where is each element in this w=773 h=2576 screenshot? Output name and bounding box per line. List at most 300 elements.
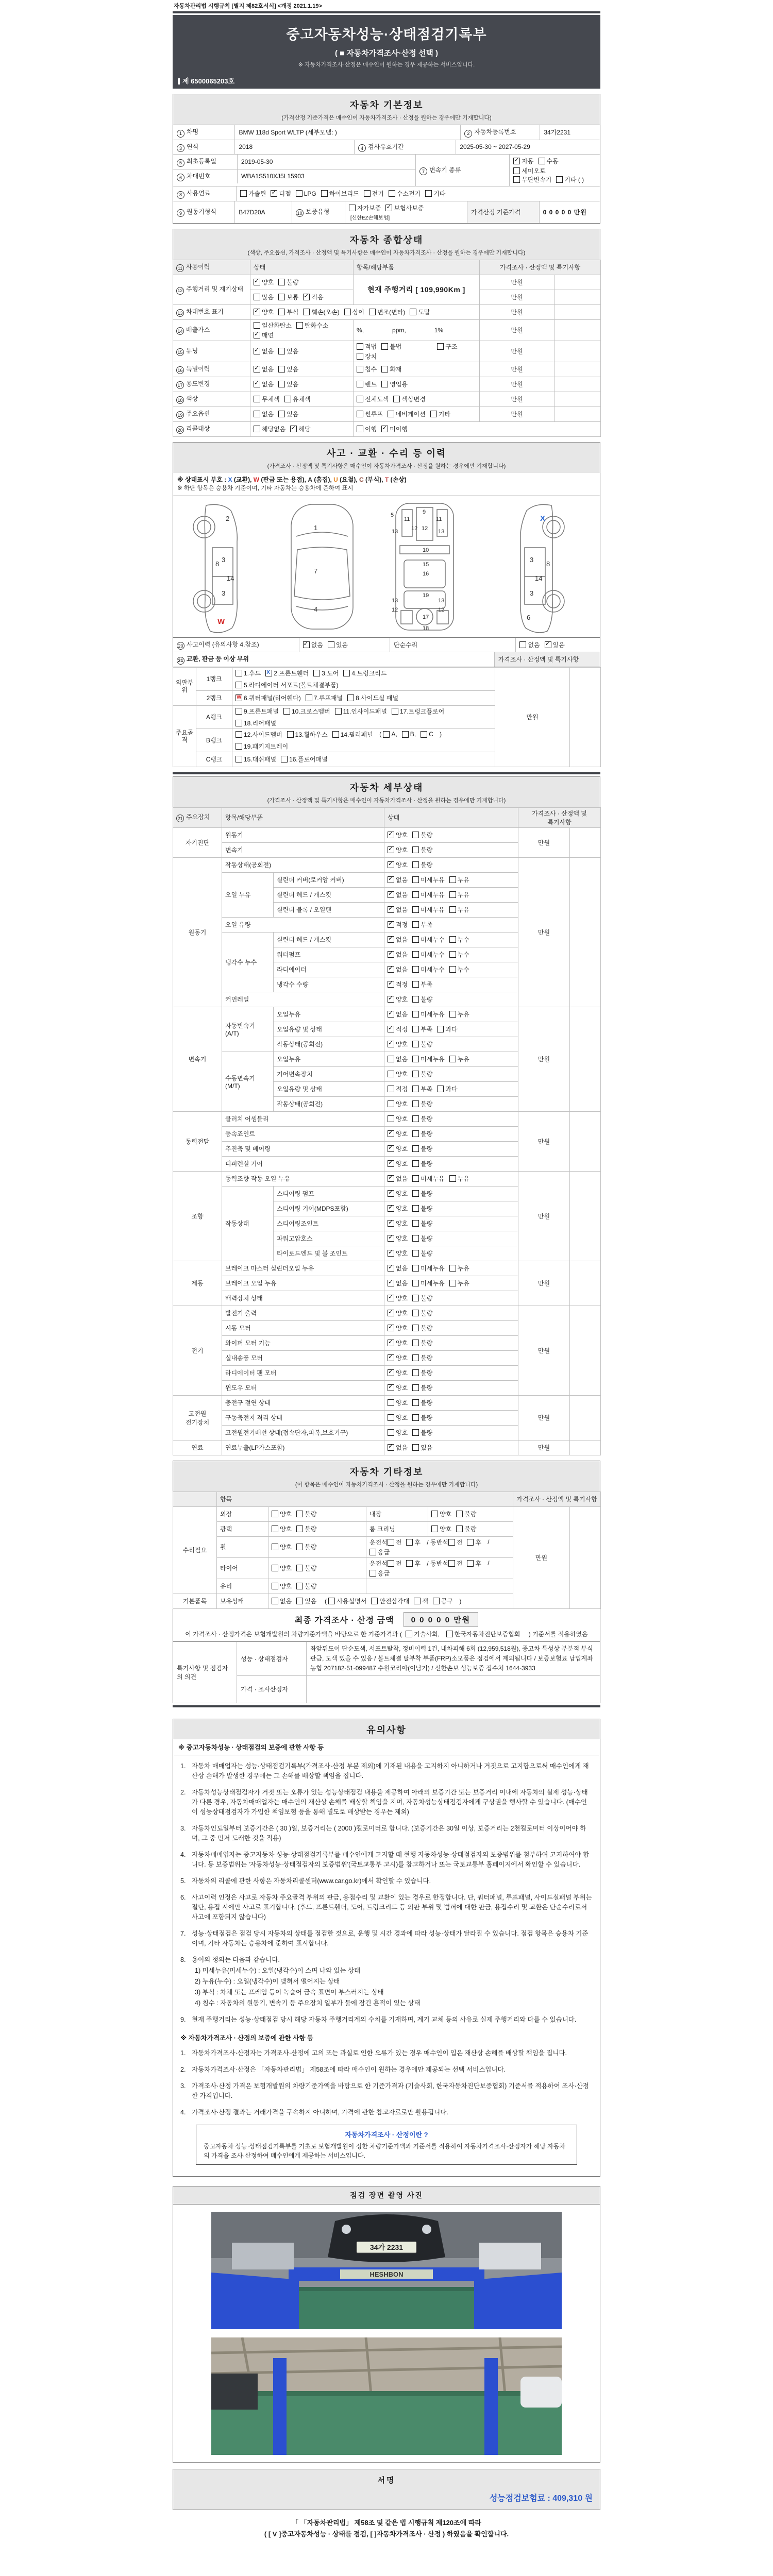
- checkbox-양호[interactable]: [388, 861, 394, 868]
- checkbox-없음[interactable]: [388, 906, 394, 913]
- checkbox-훼손(오손)[interactable]: [303, 309, 310, 315]
- option-label: 없음: [396, 1280, 408, 1287]
- checkbox-색상변경[interactable]: [393, 396, 400, 402]
- text-cell: [366, 1506, 428, 1521]
- text-cell: [570, 1306, 601, 1395]
- checkbox-양호[interactable]: [388, 1399, 394, 1406]
- checkbox-하이브리드[interactable]: [321, 190, 328, 197]
- option-양호: [388, 1219, 408, 1228]
- checkbox-cell: [250, 392, 354, 406]
- checkbox-불량[interactable]: [412, 1295, 419, 1301]
- text-cell: [222, 827, 384, 842]
- checkbox-도말[interactable]: [410, 309, 416, 315]
- option-label: 전체도색: [365, 396, 389, 403]
- checkbox-미세누수[interactable]: [412, 966, 419, 973]
- option-label: 응급: [378, 1569, 390, 1577]
- checkbox-양호[interactable]: [254, 309, 260, 315]
- checkbox-적정[interactable]: [388, 1026, 394, 1032]
- option-label: 양호: [280, 1583, 292, 1590]
- checkbox-C[interactable]: [421, 731, 427, 738]
- checkbox-세미오토[interactable]: [513, 167, 520, 174]
- text-cell: [196, 752, 232, 767]
- checkbox-양호[interactable]: [388, 1250, 394, 1257]
- value-warranty-type: [345, 201, 467, 223]
- checkbox-미세누유[interactable]: [412, 1280, 419, 1286]
- checkbox-없음[interactable]: [388, 951, 394, 958]
- option-기타: [430, 410, 450, 418]
- checkbox-장치[interactable]: [357, 353, 363, 360]
- option-label: 6.쿼터패널(리어휀다): [244, 694, 301, 702]
- checkbox-양호[interactable]: [388, 1100, 394, 1107]
- checkbox-양호[interactable]: [272, 1511, 278, 1517]
- checkbox-불량[interactable]: [296, 1565, 303, 1571]
- checkbox-양호[interactable]: [388, 1205, 394, 1212]
- checkbox-없음[interactable]: [519, 641, 526, 648]
- checkbox-미세누유[interactable]: [412, 1011, 419, 1018]
- cell-text: 만원: [511, 411, 523, 418]
- checkbox-없음[interactable]: [388, 876, 394, 883]
- checkbox-영업용[interactable]: [381, 381, 388, 387]
- checkbox-누유[interactable]: [449, 891, 456, 898]
- checkbox-양호[interactable]: [388, 1041, 394, 1047]
- notice-number: 7.: [180, 1929, 186, 1937]
- checkbox-양호[interactable]: [388, 832, 394, 838]
- checkbox-누유[interactable]: [449, 1175, 456, 1182]
- checkbox-많음[interactable]: [254, 294, 260, 300]
- checkbox-4.트렁크리드[interactable]: [343, 670, 350, 676]
- cell-text: 만원: [537, 839, 550, 846]
- checkbox-cell: [384, 1007, 518, 1022]
- checkbox-누유[interactable]: [449, 1056, 456, 1062]
- text-cell: [274, 1081, 384, 1096]
- checkbox-누수[interactable]: [449, 936, 456, 943]
- checkbox-미세누수[interactable]: [412, 951, 419, 958]
- option-label: 불량: [421, 996, 433, 1003]
- option-디젤: [271, 189, 291, 198]
- checkbox-양호[interactable]: [388, 1220, 394, 1227]
- text-cell: [222, 872, 274, 917]
- seq-text: ): [438, 731, 442, 738]
- checkbox-없음[interactable]: [272, 1598, 278, 1604]
- checkbox-있음[interactable]: [328, 641, 334, 648]
- checkbox-미세누유[interactable]: [412, 876, 419, 883]
- checkbox-없음[interactable]: [388, 891, 394, 898]
- option-누수: [449, 950, 469, 959]
- checkbox-미세누유[interactable]: [412, 906, 419, 913]
- checkbox-불량[interactable]: [412, 1340, 419, 1346]
- cell-text: 만원: [511, 294, 523, 301]
- option-label: 일산화탄소: [262, 321, 292, 329]
- checkbox-2.프론트휀더[interactable]: [265, 670, 272, 676]
- checkbox-적음[interactable]: [303, 294, 310, 300]
- checkbox-보험사보증[interactable]: [385, 205, 392, 211]
- circled-number: 19: [176, 411, 184, 419]
- checkbox-있음[interactable]: [296, 1598, 303, 1604]
- checkbox-있음[interactable]: [278, 411, 285, 417]
- checkbox-누유[interactable]: [449, 1265, 456, 1272]
- checkbox-14.필러패널[interactable]: [332, 731, 339, 738]
- checkbox-미세누유[interactable]: [412, 891, 419, 898]
- checkbox-불량[interactable]: [412, 1205, 419, 1212]
- option-적정: [388, 920, 408, 929]
- circled-number: 12: [176, 287, 184, 295]
- checkbox-사용설명서[interactable]: [328, 1598, 335, 1604]
- checkbox-있음[interactable]: [545, 641, 551, 648]
- checkbox-11.인사이드패널[interactable]: [335, 708, 342, 715]
- option-3.도어: [313, 669, 339, 677]
- checkbox-보통[interactable]: [278, 294, 285, 300]
- section-summary-state: [173, 229, 600, 437]
- checkbox-양호[interactable]: [388, 1340, 394, 1346]
- checkbox-없음[interactable]: [388, 966, 394, 973]
- option-label: 없음: [262, 411, 274, 418]
- checkbox-해당[interactable]: [290, 426, 297, 432]
- checkbox-없음[interactable]: [388, 936, 394, 943]
- checkbox-없음[interactable]: [254, 366, 260, 372]
- checkbox-후[interactable]: [406, 1560, 413, 1567]
- checkbox-부족[interactable]: [412, 921, 419, 928]
- checkbox-양호[interactable]: [388, 996, 394, 1003]
- checkbox-불량[interactable]: [412, 1130, 419, 1137]
- checkbox-구조[interactable]: [437, 343, 444, 350]
- checkbox-부족[interactable]: [412, 981, 419, 988]
- checkbox-적정[interactable]: [388, 981, 394, 988]
- checkbox-불량[interactable]: [412, 1325, 419, 1331]
- cell-text: 실린더 헤드 / 개스킷: [277, 936, 332, 943]
- checkbox-13.휠하우스[interactable]: [287, 731, 294, 738]
- checkbox-기타[interactable]: [425, 190, 432, 197]
- checkbox-화재[interactable]: [381, 366, 388, 372]
- checkbox-양호[interactable]: [254, 279, 260, 285]
- checkbox-잭[interactable]: [414, 1598, 421, 1604]
- checkbox-기타 ( )[interactable]: [556, 176, 563, 183]
- checkbox-cell: [384, 887, 518, 902]
- checkbox-없음[interactable]: [388, 1444, 394, 1451]
- checkbox-탄화수소[interactable]: [296, 322, 303, 329]
- checkbox-가솔린[interactable]: [240, 190, 247, 197]
- checkbox-cell: [250, 362, 354, 377]
- checkbox-불량[interactable]: [412, 861, 419, 868]
- checkbox-불량[interactable]: [412, 1115, 419, 1122]
- checkbox-양호[interactable]: [431, 1511, 438, 1517]
- seq-text: T: [384, 476, 389, 483]
- option-label: 불량: [421, 1295, 433, 1302]
- label-vin: 6 차대번호: [173, 170, 238, 184]
- checkbox-양호[interactable]: [272, 1544, 278, 1550]
- checkbox-후[interactable]: [467, 1560, 474, 1567]
- checkbox-불량[interactable]: [278, 279, 285, 285]
- checkbox-5.라디에이터 서포트(볼트체결부품)[interactable]: [236, 682, 242, 688]
- checkbox-불량[interactable]: [412, 1250, 419, 1257]
- checkbox-없음[interactable]: [254, 411, 260, 417]
- checkbox-불량[interactable]: [412, 1041, 419, 1047]
- option-label: 양호: [262, 309, 274, 316]
- notice-text: 자동차성능상태점검자가 거짓 또는 오류가 있는 성능상태점검 내용을 제공하여 아래의 보증기간 또는 보증거리 이내에 자동차의 실제 성능·상태가 다른 경우, 자동차매매업자는 매수인의 재산상 손해를 배상할 책임을 지며, 자동차성능상태점검자에게 구상권을 행사할 수 있습니다. (매수인이 성능상태점검자가 가입한 책임보험 등을 통해 별도로 배상받는 경우는 제외): [192, 1788, 588, 1816]
- checkbox-있음[interactable]: [278, 366, 285, 372]
- checkbox-적정[interactable]: [388, 1086, 394, 1092]
- checkbox-누유[interactable]: [449, 906, 456, 913]
- option-18.리어패널: [236, 719, 276, 727]
- checkbox-양호[interactable]: [388, 1354, 394, 1361]
- checkbox-불량[interactable]: [412, 846, 419, 853]
- checkbox-응급[interactable]: [369, 1549, 376, 1555]
- checkbox-불량[interactable]: [296, 1511, 303, 1517]
- checkbox-8.사이드실 패널[interactable]: [347, 694, 354, 701]
- option-label: 없음: [262, 381, 274, 388]
- checkbox-전[interactable]: [388, 1539, 394, 1546]
- checkbox-해당없음[interactable]: [254, 426, 260, 432]
- text-cell: [518, 1395, 570, 1440]
- notice-text: 자동차가격조사·산정자는 가격조사·산정에 고의 또는 과실로 인한 오류가 있는 경우 매수인이 입은 재산상 손해를 배상할 책임을 집니다.: [192, 2049, 567, 2057]
- checkbox-17.트렁크플로어[interactable]: [392, 708, 398, 715]
- checkbox-기타[interactable]: [430, 411, 437, 417]
- checkbox-12.사이드멤버[interactable]: [236, 731, 242, 738]
- checkbox-양호[interactable]: [272, 1526, 278, 1532]
- checkbox-적법[interactable]: [357, 343, 363, 350]
- checkbox-없음[interactable]: [254, 348, 260, 354]
- checkbox-미세누유[interactable]: [412, 1265, 419, 1272]
- checkbox-자동[interactable]: [513, 158, 520, 164]
- text-cell: [480, 304, 554, 319]
- checkbox-16.플로어패널[interactable]: [281, 756, 288, 762]
- option-누수: [449, 935, 469, 944]
- checkbox-양호[interactable]: [388, 1130, 394, 1137]
- checkbox-안전삼각대[interactable]: [371, 1598, 378, 1604]
- checkbox-불량[interactable]: [412, 832, 419, 838]
- checkbox-렌트[interactable]: [357, 381, 363, 387]
- seq-text: (: [321, 1597, 329, 1605]
- checkbox-없음[interactable]: [254, 381, 260, 387]
- checkbox-불량[interactable]: [412, 1414, 419, 1421]
- checkbox-양호[interactable]: [388, 1310, 394, 1316]
- diagram-label-11: 11: [436, 516, 442, 522]
- option-양호: [272, 1543, 292, 1551]
- option-누유: [449, 1264, 469, 1273]
- checkbox-15.대쉬패널[interactable]: [236, 756, 242, 762]
- cell-text: 제동: [191, 1280, 204, 1287]
- detail-subtitle: (가격조사 · 산정액 및 특기사항은 매수인이 자동차가격조사 · 산정을 원하는 경우에만 기재합니다): [267, 797, 506, 804]
- checkbox-양호[interactable]: [388, 1384, 394, 1391]
- checkbox-과다[interactable]: [437, 1026, 444, 1032]
- checkbox-누수[interactable]: [449, 951, 456, 958]
- checkbox-불량[interactable]: [412, 1220, 419, 1227]
- checkbox-양호[interactable]: [388, 1145, 394, 1152]
- option-불량: [412, 1398, 432, 1407]
- notice-number: 6.: [180, 1893, 186, 1901]
- checkbox-미세누유[interactable]: [412, 1175, 419, 1182]
- checkbox-응급[interactable]: [369, 1570, 376, 1577]
- checkbox-양호[interactable]: [272, 1565, 278, 1571]
- checkbox-9.프론트패널[interactable]: [236, 708, 242, 715]
- checkbox-양호[interactable]: [388, 1429, 394, 1436]
- checkbox-미세누유[interactable]: [412, 1056, 419, 1062]
- checkbox-공구[interactable]: [433, 1598, 440, 1604]
- checkbox-이행[interactable]: [357, 426, 363, 432]
- option-label: 있음: [287, 381, 299, 388]
- checkbox-불량[interactable]: [412, 1399, 419, 1406]
- checkbox-불량[interactable]: [412, 1160, 419, 1167]
- cell-text: C랭크: [206, 756, 223, 763]
- checkbox-일산화탄소[interactable]: [254, 322, 260, 329]
- option-label: 없음: [396, 906, 408, 913]
- checkbox-없음[interactable]: [388, 1175, 394, 1182]
- checkbox-불량[interactable]: [456, 1526, 463, 1532]
- checkbox-누유[interactable]: [449, 876, 456, 883]
- checkbox-수동[interactable]: [539, 158, 545, 164]
- cell-text: 배출가스: [186, 326, 210, 333]
- checkbox-후[interactable]: [467, 1539, 474, 1546]
- checkbox-과다[interactable]: [437, 1086, 444, 1092]
- checkbox-불량[interactable]: [456, 1511, 463, 1517]
- checkbox-불량[interactable]: [412, 1071, 419, 1077]
- checkbox-6.쿼터패널(리어휀다)[interactable]: [236, 694, 242, 701]
- checkbox-B,[interactable]: [402, 731, 409, 738]
- cell-text: 만원: [526, 714, 539, 721]
- checkbox-누수[interactable]: [449, 966, 456, 973]
- checkbox-수소전기[interactable]: [389, 190, 395, 197]
- checkbox-디젤[interactable]: [271, 190, 277, 197]
- diagram-label-7: 7: [314, 567, 318, 575]
- checkbox-네비게이션[interactable]: [388, 411, 394, 417]
- checkbox-미이행[interactable]: [381, 426, 388, 432]
- checkbox-없음[interactable]: [388, 1056, 394, 1062]
- checkbox-양호[interactable]: [388, 1325, 394, 1331]
- checkbox-양호[interactable]: [388, 846, 394, 853]
- checkbox-불량[interactable]: [412, 1190, 419, 1197]
- checkbox-불법[interactable]: [381, 343, 388, 350]
- option-label: 전: [395, 1538, 402, 1546]
- option-label: 없음: [396, 1265, 408, 1272]
- checkbox-1.후드[interactable]: [236, 670, 242, 676]
- checkbox-전체도색[interactable]: [357, 396, 363, 402]
- checkbox-변조(변타)[interactable]: [369, 309, 376, 315]
- checkbox-매연[interactable]: [254, 332, 260, 338]
- checkbox-없음[interactable]: [388, 1011, 394, 1018]
- text-cell: [217, 1557, 268, 1579]
- checkbox-누유[interactable]: [449, 1011, 456, 1018]
- checkbox-불량[interactable]: [412, 996, 419, 1003]
- checkbox-불량[interactable]: [296, 1526, 303, 1532]
- checkbox-침수[interactable]: [357, 366, 363, 372]
- option-양호: [388, 1294, 408, 1302]
- group-steering: [173, 1171, 222, 1261]
- checkbox-양호[interactable]: [431, 1526, 438, 1532]
- option-label: 양호: [396, 846, 408, 854]
- checkbox-없음[interactable]: [388, 1280, 394, 1286]
- checkbox-불량[interactable]: [412, 1310, 419, 1316]
- checkbox-불량[interactable]: [412, 1100, 419, 1107]
- checkbox-19.패키지트레이[interactable]: [236, 743, 242, 750]
- option-없음: [388, 1010, 408, 1019]
- checkbox-상이[interactable]: [344, 309, 351, 315]
- checkbox-양호[interactable]: [388, 1235, 394, 1242]
- option-label: 누유: [457, 876, 469, 884]
- text-cell: [570, 827, 601, 857]
- option-불량: [412, 845, 432, 854]
- checkbox-불량[interactable]: [296, 1544, 303, 1550]
- line-break: [236, 740, 492, 741]
- option-없음: [388, 1264, 408, 1273]
- checkbox-누유[interactable]: [449, 1280, 456, 1286]
- checkbox-부족[interactable]: [412, 1026, 419, 1032]
- option-양호: [388, 1338, 408, 1347]
- checkbox-양호[interactable]: [388, 1071, 394, 1077]
- checkbox-불량[interactable]: [412, 1145, 419, 1152]
- checkbox-3.도어[interactable]: [313, 670, 320, 676]
- checkbox-후[interactable]: [406, 1539, 413, 1546]
- cell-text: 현재 주행거리 [ 109,990Km ]: [367, 285, 465, 294]
- option-label: 없음: [396, 966, 408, 973]
- checkbox-전[interactable]: [448, 1560, 455, 1567]
- cell-text: 유리: [220, 1583, 232, 1590]
- checkbox-있음[interactable]: [278, 381, 285, 387]
- checkbox-A,[interactable]: [383, 731, 390, 738]
- checkbox-전기[interactable]: [364, 190, 371, 197]
- option-불량: [412, 1219, 432, 1228]
- cell-text: 구동축전지 격리 상태: [225, 1414, 282, 1421]
- option-label: 보통: [287, 294, 299, 301]
- checkbox-양호[interactable]: [388, 1160, 394, 1167]
- option-label: 16.플로어패널: [289, 756, 328, 763]
- checkbox-불량[interactable]: [412, 1384, 419, 1391]
- checkbox-양호[interactable]: [388, 1295, 394, 1301]
- checkbox-양호[interactable]: [272, 1583, 278, 1589]
- option-label: 누유: [457, 1056, 469, 1063]
- checkbox-한국자동차진단보증협회[interactable]: [446, 1631, 453, 1637]
- cell-text: 오일 누유: [225, 891, 251, 899]
- value-fuel: [237, 187, 600, 201]
- checkbox-18.리어패널[interactable]: [236, 720, 242, 726]
- checkbox-양호[interactable]: [388, 1115, 394, 1122]
- diagram-mark-X: X: [540, 514, 546, 523]
- checkbox-미세누수[interactable]: [412, 936, 419, 943]
- checkbox-부족[interactable]: [412, 1086, 419, 1092]
- checkbox-LPG[interactable]: [296, 190, 303, 197]
- checkbox-있음[interactable]: [278, 348, 285, 354]
- checkbox-불량[interactable]: [412, 1429, 419, 1436]
- checkbox-양호[interactable]: [388, 1414, 394, 1421]
- checkbox-10.크로스멤버[interactable]: [283, 708, 290, 715]
- text-cell: [480, 319, 554, 341]
- checkbox-무단변속기[interactable]: [513, 176, 520, 183]
- checkbox-불량[interactable]: [412, 1369, 419, 1376]
- option-label: 누유: [457, 1011, 469, 1018]
- checkbox-7.루프패널[interactable]: [306, 694, 312, 701]
- checkbox-불량[interactable]: [412, 1235, 419, 1242]
- checkbox-없음[interactable]: [303, 641, 310, 648]
- text-cell: [222, 1395, 384, 1410]
- checkbox-무채색[interactable]: [254, 396, 260, 402]
- option-label: 전: [395, 1560, 402, 1567]
- checkbox-유채색[interactable]: [284, 396, 291, 402]
- checkbox-적정[interactable]: [388, 921, 394, 928]
- checkbox-썬루프[interactable]: [357, 411, 363, 417]
- checkbox-양호[interactable]: [388, 1369, 394, 1376]
- checkbox-자가보증[interactable]: [349, 205, 356, 211]
- checkbox-있음[interactable]: [412, 1444, 419, 1451]
- checkbox-전[interactable]: [448, 1539, 455, 1546]
- checkbox-기술사회,[interactable]: [406, 1631, 412, 1637]
- checkbox-불량[interactable]: [412, 1354, 419, 1361]
- checkbox-부식[interactable]: [278, 309, 285, 315]
- option-11.인사이드패널: [335, 707, 387, 716]
- checkbox-없음[interactable]: [388, 1265, 394, 1272]
- checkbox-양호[interactable]: [388, 1190, 394, 1197]
- label-reg-no: 2 자동차등록번호: [461, 125, 540, 140]
- option-label: 미세누유: [421, 876, 445, 884]
- checkbox-불량[interactable]: [296, 1583, 303, 1589]
- checkbox-전[interactable]: [388, 1560, 394, 1567]
